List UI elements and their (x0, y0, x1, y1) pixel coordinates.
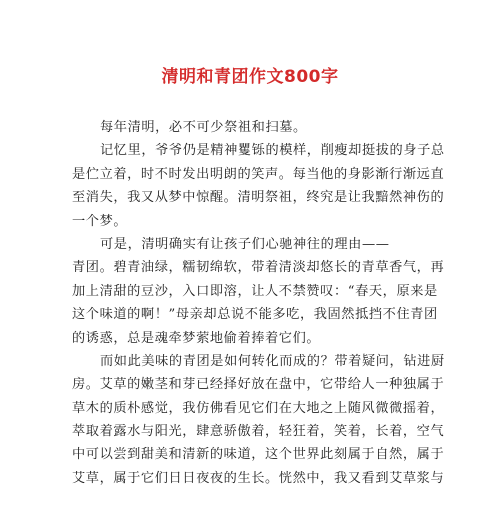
body-line: 的诱惑，总是魂牵梦萦地偷着捧着它们。 (72, 330, 321, 346)
body-line: 青团。碧青油绿，糯韧绵软，带着清淡却悠长的青草香气，再 (72, 260, 445, 276)
body-line: 一个梦。 (72, 213, 128, 229)
body-line: 记忆里，爷爷仍是精神矍铄的模样，削瘦却挺拔的身子总 (100, 143, 445, 159)
body-line: 萃取着露水与阳光，肆意骄傲着，轻狂着，笑着，长着，空气 (72, 424, 445, 440)
body-line: 每年清明，必不可少祭祖和扫墓。 (100, 120, 307, 135)
body-line: 至消失，我又从梦中惊醒。清明祭祖，终究是让我黯然神伤的 (72, 190, 445, 206)
body-line: 房。艾草的嫩茎和芽已经择好放在盘中，它带给人一种独属于 (72, 377, 445, 393)
body-line: 艾草，属于它们日日夜夜的生长。恍然中，我又看到艾草浆与 (72, 470, 445, 486)
body-line: 中可以尝到甜美和清新的味道，这个世界此刻属于自然，属于 (72, 447, 445, 463)
body-line: 加上清甜的豆沙，入口即溶，让人不禁赞叹：“春天，原来是 (72, 283, 438, 299)
body-line: 是伫立着，时不时发出明朗的笑声。每当他的身影渐行渐远直 (72, 166, 445, 182)
body-line: 草木的质朴感觉，我仿佛看见它们在大地之上随风微微摇着， (72, 400, 445, 416)
document-body (72, 116, 445, 490)
document-title: 清明和青团作文800字 (161, 67, 339, 87)
body-line: 可是，清明确实有让孩子们心驰神往的理由—— (100, 236, 390, 252)
body-line: 而如此美味的青团是如何转化而成的？带着疑问，钻进厨 (100, 353, 445, 369)
body-line: 这个味道的啊！”母亲却总说不能多吃，我固然抵挡不住青团 (72, 307, 438, 323)
